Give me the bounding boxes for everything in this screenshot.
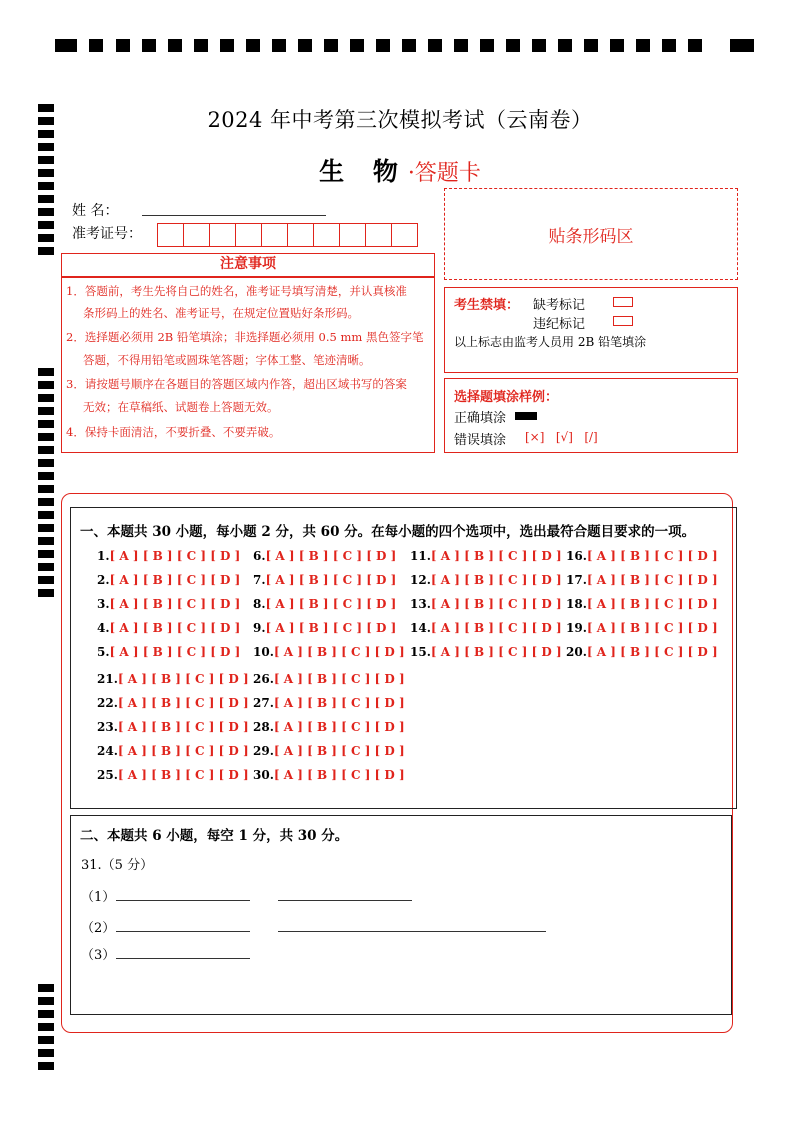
id-digit-box[interactable] — [183, 223, 210, 247]
option-bubbles[interactable]: [ A ] [ B ] [ C ] [ D ] — [430, 645, 562, 659]
option-bubbles[interactable]: [ A ] [ B ] [ C ] [ D ] — [109, 621, 241, 635]
option-bubbles[interactable]: [ A ] [ B ] [ C ] [ D ] — [109, 549, 241, 563]
mc-question[interactable] — [97, 645, 240, 659]
timing-mark — [298, 39, 312, 52]
id-label: 准考证号： — [72, 226, 142, 242]
notice-line: 1．答题前，考生先将自己的姓名，准考证号填写清楚，并认真核准 — [66, 284, 407, 298]
wrong-fill-label: 错误填涂 — [454, 433, 507, 448]
timing-mark — [38, 143, 54, 151]
timing-mark — [38, 524, 54, 532]
correct-fill-mark — [515, 412, 537, 420]
mc-question[interactable] — [253, 720, 405, 734]
option-bubbles[interactable]: [ A ] [ B ] [ C ] [ D ] — [109, 597, 241, 611]
timing-mark — [38, 589, 54, 597]
question-number: 3. — [97, 597, 110, 611]
option-bubbles[interactable]: [ A ] [ B ] [ C ] [ D ] — [273, 672, 405, 686]
part-3-label: （3） — [81, 948, 116, 963]
option-bubbles[interactable]: [ A ] [ B ] [ C ] [ D ] — [430, 573, 562, 587]
mc-question[interactable] — [97, 696, 249, 710]
notice-line: 无效；在草稿纸、试题卷上答题无效。 — [83, 400, 279, 414]
mc-question[interactable] — [410, 621, 562, 635]
option-bubbles[interactable]: [ A ] [ B ] [ C ] [ D ] — [109, 573, 241, 587]
timing-mark — [38, 537, 54, 545]
timing-mark — [38, 234, 54, 242]
section-2-box — [70, 815, 732, 1015]
timing-mark — [38, 550, 54, 558]
question-number: 19. — [566, 621, 587, 635]
mc-question[interactable] — [410, 597, 562, 611]
timing-mark — [55, 39, 77, 52]
mc-question[interactable] — [410, 573, 562, 587]
timing-mark — [38, 221, 54, 229]
timing-mark — [636, 39, 650, 52]
timing-mark — [38, 1010, 54, 1018]
question-number: 13. — [410, 597, 431, 611]
correct-fill-label: 正确填涂 — [454, 411, 507, 426]
part-1-label: （1） — [81, 890, 116, 905]
violation-mark-label: 违纪标记 — [533, 317, 586, 332]
mc-question[interactable] — [566, 549, 718, 563]
timing-mark — [272, 39, 286, 52]
subject-heading — [0, 152, 800, 188]
option-bubbles[interactable]: [ A ] [ B ] [ C ] [ D ] — [117, 768, 249, 782]
timing-mark — [532, 39, 546, 52]
name-label: 姓 名： — [72, 203, 119, 219]
mc-question[interactable] — [253, 549, 396, 563]
question-number: 5. — [97, 645, 110, 659]
question-number: 25. — [97, 768, 118, 782]
option-bubbles[interactable]: [ A ] [ B ] [ C ] [ D ] — [117, 744, 249, 758]
question-number: 15. — [410, 645, 431, 659]
timing-mark — [38, 368, 54, 376]
mc-question[interactable] — [253, 621, 396, 635]
mc-question[interactable] — [97, 573, 240, 587]
timing-mark — [168, 39, 182, 52]
question-number: 8. — [253, 597, 266, 611]
option-bubbles[interactable]: [ A ] [ B ] [ C ] [ D ] — [430, 621, 562, 635]
timing-mark — [38, 1036, 54, 1044]
sample-title: 选择题填涂样例： — [454, 390, 559, 405]
timing-mark — [730, 39, 754, 52]
absent-mark-box[interactable] — [613, 297, 633, 307]
timing-mark — [220, 39, 234, 52]
timing-mark — [38, 420, 54, 428]
mc-question[interactable] — [97, 744, 249, 758]
question-number: 29. — [253, 744, 274, 758]
option-bubbles[interactable]: [ A ] [ B ] [ C ] [ D ] — [586, 549, 718, 563]
barcode-label: 贴条形码区 — [548, 226, 634, 247]
timing-mark — [38, 576, 54, 584]
mc-question[interactable] — [253, 645, 405, 659]
section-1-heading: 一、本题共 30 小题，每小题 2 分，共 60 分。在每小题的四个选项中，选出最符合题目要求的一项。 — [80, 524, 696, 540]
timing-mark — [38, 247, 54, 255]
question-number: 11. — [410, 549, 431, 563]
id-digit-box[interactable] — [287, 223, 314, 247]
option-bubbles[interactable]: [ A ] [ B ] [ C ] [ D ] — [273, 645, 405, 659]
question-number: 14. — [410, 621, 431, 635]
option-bubbles[interactable]: [ A ] [ B ] [ C ] [ D ] — [265, 573, 397, 587]
wrong-fill-marks: [×] [√] [/] — [525, 430, 598, 444]
timing-mark — [584, 39, 598, 52]
sheet-suffix: ·答题卡 — [407, 161, 481, 186]
question-number: 16. — [566, 549, 587, 563]
timing-mark — [558, 39, 572, 52]
timing-mark — [688, 39, 702, 52]
timing-mark — [38, 459, 54, 467]
absent-mark-label: 缺考标记 — [533, 298, 586, 313]
question-number: 9. — [253, 621, 266, 635]
answer-blank[interactable] — [116, 900, 250, 901]
id-digit-box[interactable] — [157, 223, 184, 247]
notice-line: 2．选择题必须用 2B 铅笔填涂；非选择题必须用 0.5 mm 黑色签字笔 — [66, 330, 424, 344]
mc-question[interactable] — [97, 621, 240, 635]
question-number: 21. — [97, 672, 118, 686]
question-number: 12. — [410, 573, 431, 587]
mc-question[interactable] — [253, 573, 396, 587]
timing-mark — [38, 984, 54, 992]
question-number: 28. — [253, 720, 274, 734]
mc-question[interactable] — [566, 597, 718, 611]
option-bubbles[interactable]: [ A ] [ B ] [ C ] [ D ] — [117, 672, 249, 686]
timing-mark — [38, 394, 54, 402]
notice-line: 4．保持卡面清洁，不要折叠、不要弄破。 — [66, 425, 281, 439]
id-digit-box[interactable] — [391, 223, 418, 247]
question-number: 24. — [97, 744, 118, 758]
mc-question[interactable] — [97, 768, 249, 782]
timing-mark — [38, 997, 54, 1005]
question-number: 23. — [97, 720, 118, 734]
option-bubbles[interactable]: [ A ] [ B ] [ C ] [ D ] — [586, 645, 718, 659]
timing-mark — [116, 39, 130, 52]
answer-blank[interactable] — [278, 900, 412, 901]
option-bubbles[interactable]: [ A ] [ B ] [ C ] [ D ] — [265, 597, 397, 611]
violation-mark-box[interactable] — [613, 316, 633, 326]
timing-mark — [38, 208, 54, 216]
id-digit-box[interactable] — [365, 223, 392, 247]
timing-mark — [402, 39, 416, 52]
timing-mark — [376, 39, 390, 52]
timing-mark — [38, 381, 54, 389]
question-number: 27. — [253, 696, 274, 710]
id-digit-box[interactable] — [313, 223, 340, 247]
question-number: 26. — [253, 672, 274, 686]
name-field[interactable] — [142, 215, 326, 216]
timing-mark — [454, 39, 468, 52]
notice-line: 条形码上的姓名、准考证号，在规定位置贴好条形码。 — [83, 306, 359, 320]
option-bubbles[interactable]: [ A ] [ B ] [ C ] [ D ] — [117, 720, 249, 734]
option-bubbles[interactable]: [ A ] [ B ] [ C ] [ D ] — [273, 744, 405, 758]
timing-mark — [480, 39, 494, 52]
question-number: 6. — [253, 549, 266, 563]
mc-question[interactable] — [566, 621, 718, 635]
question-number: 2. — [97, 573, 110, 587]
timing-mark — [38, 195, 54, 203]
mc-question[interactable] — [566, 645, 718, 659]
question-number: 30. — [253, 768, 274, 782]
mc-question[interactable] — [97, 672, 249, 686]
timing-mark — [38, 498, 54, 506]
timing-mark — [324, 39, 338, 52]
timing-mark — [38, 511, 54, 519]
timing-mark — [38, 446, 54, 454]
answer-blank[interactable] — [116, 931, 250, 932]
timing-mark — [38, 1023, 54, 1031]
mc-question[interactable] — [566, 573, 718, 587]
id-digit-box[interactable] — [209, 223, 236, 247]
question-number: 10. — [253, 645, 274, 659]
mc-question[interactable] — [253, 744, 405, 758]
notice-line: 答题，不得用铅笔或圆珠笔答题；字体工整、笔迹清晰。 — [83, 353, 371, 367]
timing-mark — [194, 39, 208, 52]
option-bubbles[interactable]: [ A ] [ B ] [ C ] [ D ] — [273, 696, 405, 710]
ban-note: 以上标志由监考人员用 2B 铅笔填涂 — [454, 335, 647, 349]
id-digit-box[interactable] — [235, 223, 262, 247]
timing-mark — [38, 407, 54, 415]
question-number: 1. — [97, 549, 110, 563]
notice-line: 3．请按题号顺序在各题目的答题区域内作答，超出区域书写的答案 — [66, 377, 407, 391]
ban-title: 考生禁填： — [454, 298, 520, 313]
option-bubbles[interactable]: [ A ] [ B ] [ C ] [ D ] — [109, 645, 241, 659]
timing-mark — [38, 1049, 54, 1057]
question-number: 18. — [566, 597, 587, 611]
question-number: 17. — [566, 573, 587, 587]
question-31-label: 31.（5 分） — [81, 858, 154, 873]
option-bubbles[interactable]: [ A ] [ B ] [ C ] [ D ] — [265, 549, 397, 563]
question-number: 20. — [566, 645, 587, 659]
timing-mark — [38, 563, 54, 571]
mc-question[interactable] — [253, 696, 405, 710]
timing-mark — [662, 39, 676, 52]
barcode-area — [444, 188, 738, 280]
question-number: 4. — [97, 621, 110, 635]
question-number: 22. — [97, 696, 118, 710]
mc-question[interactable] — [253, 672, 405, 686]
mc-question[interactable] — [253, 768, 405, 782]
answer-blank[interactable] — [116, 958, 250, 959]
timing-mark — [38, 433, 54, 441]
option-bubbles[interactable]: [ A ] [ B ] [ C ] [ D ] — [430, 549, 562, 563]
timing-mark — [38, 472, 54, 480]
option-bubbles[interactable]: [ A ] [ B ] [ C ] [ D ] — [273, 720, 405, 734]
question-number: 7. — [253, 573, 266, 587]
mc-question[interactable] — [97, 720, 249, 734]
timing-mark — [428, 39, 442, 52]
exam-title: 2024 年中考第三次模拟考试（云南卷） — [207, 108, 593, 132]
mc-question[interactable] — [253, 597, 396, 611]
timing-mark — [506, 39, 520, 52]
mc-question[interactable] — [410, 549, 562, 563]
timing-mark — [89, 39, 103, 52]
notice-title: 注意事项 — [61, 253, 435, 277]
mc-question[interactable] — [97, 549, 240, 563]
option-bubbles[interactable]: [ A ] [ B ] [ C ] [ D ] — [430, 597, 562, 611]
timing-mark — [142, 39, 156, 52]
part-2-label: （2） — [81, 921, 116, 936]
timing-mark — [246, 39, 260, 52]
option-bubbles[interactable]: [ A ] [ B ] [ C ] [ D ] — [586, 621, 718, 635]
option-bubbles[interactable]: [ A ] [ B ] [ C ] [ D ] — [586, 597, 718, 611]
id-digit-box[interactable] — [261, 223, 288, 247]
timing-mark — [38, 485, 54, 493]
option-bubbles[interactable]: [ A ] [ B ] [ C ] [ D ] — [117, 696, 249, 710]
timing-mark — [610, 39, 624, 52]
answer-blank[interactable] — [278, 931, 546, 932]
option-bubbles[interactable]: [ A ] [ B ] [ C ] [ D ] — [265, 621, 397, 635]
mc-question[interactable] — [97, 597, 240, 611]
option-bubbles[interactable]: [ A ] [ B ] [ C ] [ D ] — [586, 573, 718, 587]
timing-mark — [350, 39, 364, 52]
mc-question[interactable] — [410, 645, 562, 659]
section-2-heading: 二、本题共 6 小题，每空 1 分，共 30 分。 — [80, 828, 349, 844]
timing-mark — [38, 1062, 54, 1070]
id-digit-box[interactable] — [339, 223, 366, 247]
subject-name: 生 物 — [319, 157, 408, 186]
option-bubbles[interactable]: [ A ] [ B ] [ C ] [ D ] — [273, 768, 405, 782]
